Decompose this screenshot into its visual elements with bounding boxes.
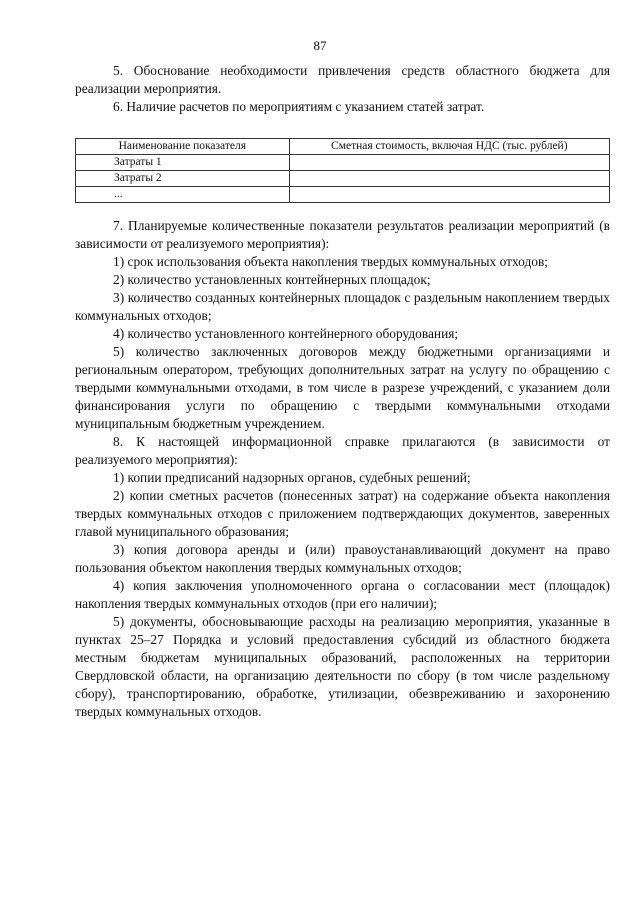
- table-cell: [289, 171, 609, 187]
- table-cell: [289, 155, 609, 171]
- paragraph-item-7-1: 1) срок использования объекта накопления твердых коммунальных отходов;: [113, 254, 549, 269]
- table-row: [76, 171, 610, 187]
- paragraph-item-7: 7. Планируемые количественные показатели результатов реализации мероприятий (в зависимости от реализуемого мероприятия):: [75, 218, 610, 251]
- table-header-cost: Сметная стоимость, включая НДС (тыс. рублей): [289, 139, 609, 155]
- cost-table: [75, 138, 610, 203]
- table-cell: Затраты 1: [76, 155, 290, 171]
- paragraph-item-8-4: 4) копия заключения уполномоченного органа о согласовании мест (площадок) накопления твердых коммунальных отходов (при его наличии);: [75, 578, 610, 611]
- paragraph-item-8-3: 3) копия договора аренды и (или) правоустанавливающий документ на право пользования объектом накопления твердых коммунальных отходов;: [75, 542, 610, 575]
- table-cell: ...: [76, 187, 290, 203]
- paragraph-item-7-4: 4) количество установленного контейнерного оборудования;: [113, 326, 459, 341]
- document-content: [75, 62, 610, 721]
- paragraph-item-5: 5. Обоснование необходимости привлечения средств областного бюджета для реализации мероприятия.: [75, 63, 610, 96]
- table-cell: Затраты 2: [76, 171, 290, 187]
- paragraph-item-8-1: 1) копии предписаний надзорных органов, судебных решений;: [113, 470, 471, 485]
- paragraph-item-8-5: 5) документы, обосновывающие расходы на реализацию мероприятия, указанные в пунктах 25–27 Порядка и условий предоставления субсидий из областного бюджета местным бюджетам муниципальных образований, расположенных на территории Свердловской области, на организацию деятельности по сбору (в том числе раздельному сбору), транспортированию, обработке, утилизации, обезвреживанию и захоронению твердых коммунальных отходов.: [75, 614, 610, 719]
- page-number: 87: [313, 38, 327, 53]
- table-row: [76, 187, 610, 203]
- paragraph-item-6: 6. Наличие расчетов по мероприятиям с указанием статей затрат.: [113, 99, 485, 114]
- table-header-indicator: Наименование показателя: [76, 139, 290, 155]
- paragraph-item-7-2: 2) количество установленных контейнерных площадок;: [113, 272, 431, 287]
- table-header-row: [76, 139, 610, 155]
- paragraph-item-7-5: 5) количество заключенных договоров между бюджетными организациями и региональным оператором, требующих дополнительных затрат на услугу по обращению с твердыми коммунальными отходами, в том числе в разрезе учреждений, с указанием доли финансирования услуги по обращению с твердыми коммунальными отходами муниципальным бюджетным учреждением.: [75, 344, 610, 431]
- cost-table-wrapper: [75, 138, 610, 203]
- paragraph-item-8-2: 2) копии сметных расчетов (понесенных затрат) на содержание объекта накопления твердых коммунальных отходов с приложением подтверждающих документов, заверенных главой муниципального образования;: [75, 488, 610, 539]
- paragraph-item-7-3: 3) количество созданных контейнерных площадок с раздельным накоплением твердых коммунальных отходов;: [75, 290, 610, 323]
- paragraph-item-8: 8. К настоящей информационной справке прилагаются (в зависимости от реализуемого мероприятия):: [75, 434, 610, 467]
- table-cell: [289, 187, 609, 203]
- table-row: [76, 155, 610, 171]
